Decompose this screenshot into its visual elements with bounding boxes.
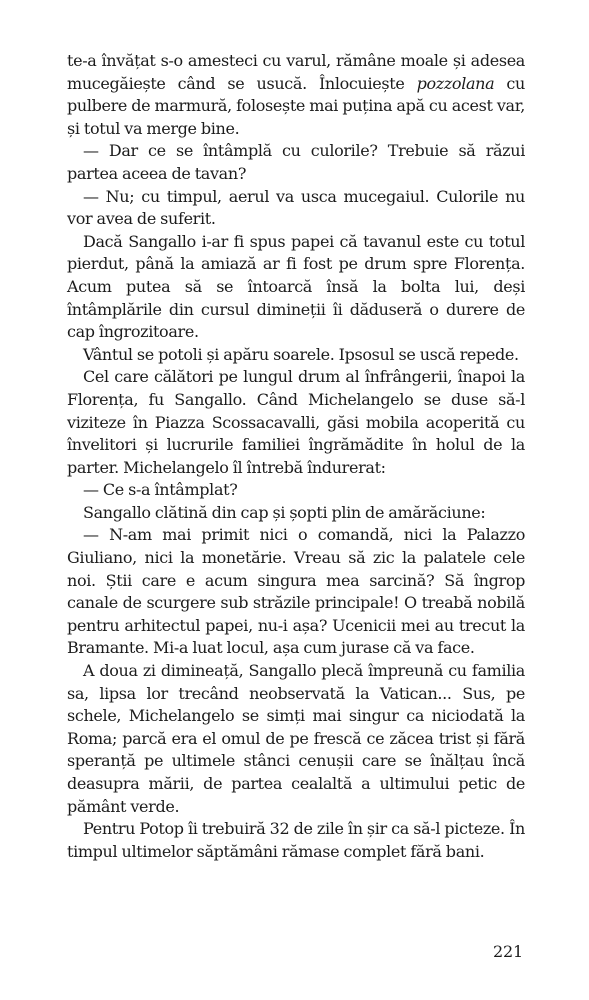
paragraph-4: Dacă Sangallo i-ar fi spus papei că tavanul este cu totul pierdut, până la amiază ar fi fost pe drum spre Florența. Acum putea să se întoarcă însă la bolta lui, deși întâmplările din cursul dimineții îi dăduseră o durere de cap îngrozitoare. [67, 231, 525, 342]
paragraph-5: Vântul se potoli și apăru soarele. Ipsosul se uscă repede. [83, 344, 519, 364]
paragraph-3: — Nu; cu timpul, aerul va usca mucegaiul. Culorile nu vor avea de suferit. [67, 186, 525, 229]
paragraph-2: — Dar ce se întâmplă cu culorile? Trebuie să răzui partea aceea de tavan? [67, 141, 525, 183]
paragraph-7: — Ce s-a întâmplat? [83, 480, 238, 500]
paragraph-1-text-end: cu pulbere de marmură, folosește mai puțina apă cu acest var, și totul va merge bine. [67, 73, 525, 138]
page-number: 221 [493, 942, 523, 961]
page-body [67, 50, 525, 863]
paragraph-6: Cel care călători pe lungul drum al înfrângerii, înapoi la Florența, fu Sangallo. Când Michelangelo se duse să-l viziteze în Piazza Scossacavalli, găsi mobila acoperită cu învelitori și lucrurile familiei îngrămădite în holul de la parter. Michelangelo îl întrebă îndurerat: [67, 367, 525, 477]
paragraph-1-text-start: te-a învățat s-o amesteci cu varul, rămâne moale și adesea mucegăiește când se usucă. Înlocuiește [67, 51, 525, 93]
paragraph-9: — N-am mai primit nici o comandă, nici la Palazzo Giuliano, nici la monetărie. Vreau să zic la palatele cele noi. Știi care e acum singura mea sarcină? Să îngrop canale de scurgere sub străzile principale! O treabă nobilă pentru arhitectul papei, nu-i așa? Ucenicii mei au trecut la Bramante. Mi-a luat locul, așa cum jurase că va face. [67, 525, 525, 658]
paragraph-1 [67, 50, 525, 140]
paragraph-10: A doua zi dimineață, Sangallo plecă împreună cu familia sa, lipsa lor trecând neobservată la Vatican... Sus, pe schele, Michelangelo se simți mai singur ca niciodată la Roma; parcă era el omul de pe frescă ce zăcea trist și fără speranță pe ultimele stânci cenușii care se înălțau încă deasupra mării, de partea cealaltă a ultimului petic de pământ verde. [67, 661, 525, 816]
emphasized-word-pozzolana: pozzolana [416, 73, 495, 93]
paragraph-11: Pentru Potop îi trebuiră 32 de zile în șir ca să-l picteze. În timpul ultimelor săptămâni rămase complet fără bani. [67, 819, 525, 861]
paragraph-8: Sangallo clătină din cap și șopti plin de amărăciune: [83, 502, 486, 522]
